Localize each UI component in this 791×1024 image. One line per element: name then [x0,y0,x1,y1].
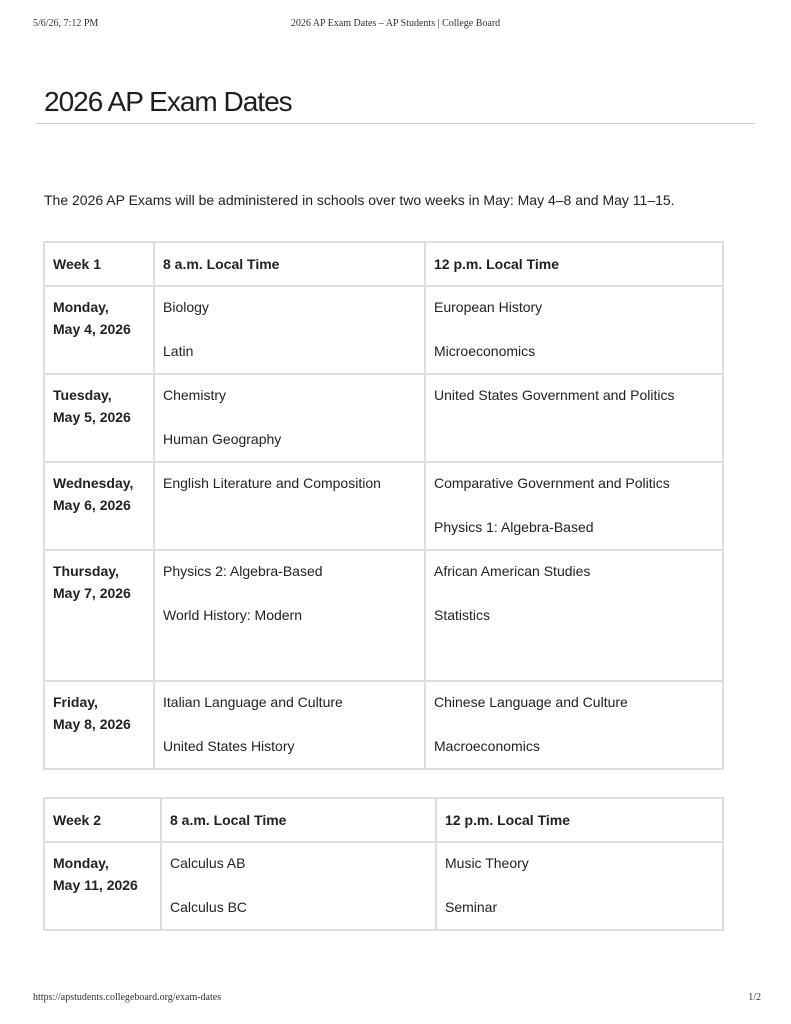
day-cell [44,842,161,930]
day-name: Monday, [53,855,109,871]
exam-name: Physics 1: Algebra-Based [434,519,594,535]
exam-name: Chemistry [163,387,227,403]
print-footer [0,992,791,1006]
print-url: https://apstudents.collegeboard.org/exam-dates [33,992,222,1003]
day-name: Thursday, [53,563,119,579]
table-row [44,681,723,769]
day-date: May 11, 2026 [53,877,138,893]
exam-name: Calculus AB [170,855,246,871]
day-name: Monday, [53,299,109,315]
pm-exams-cell [425,286,723,374]
exam-name: Latin [163,343,194,359]
column-header-8am: 8 a.m. Local Time [161,798,436,842]
pm-exams-cell [425,462,723,550]
exam-name: European History [434,299,543,315]
day-cell [44,462,154,550]
column-header-week: Week 2 [44,798,161,842]
exam-name: World History: Modern [163,607,303,623]
table-row [44,842,723,930]
day-cell [44,550,154,681]
table-row [44,550,723,681]
exam-name: Seminar [445,899,498,915]
table-row [44,462,723,550]
exam-name: Italian Language and Culture [163,694,343,710]
pm-exams-cell [425,374,723,462]
exam-name: Chinese Language and Culture [434,694,628,710]
am-exams-cell [154,374,425,462]
day-cell [44,681,154,769]
week1-schedule-table [43,241,724,770]
day-date: May 5, 2026 [53,409,131,425]
exam-name: Biology [163,299,209,315]
exam-name: Microeconomics [434,343,536,359]
print-datetime: 5/6/26, 7:12 PM [33,18,99,29]
am-exams-cell [161,842,436,930]
am-exams-cell [154,550,425,681]
week2-schedule-table [43,797,724,931]
column-header-8am: 8 a.m. Local Time [154,242,425,286]
column-header-12pm: 12 p.m. Local Time [425,242,723,286]
table-header-row [44,798,723,842]
am-exams-cell [154,681,425,769]
table-row [44,374,723,462]
intro-text: The 2026 AP Exams will be administered in schools over two weeks in May: May 4–8 and May 11–15. [44,192,675,208]
print-page-number: 1/2 [748,992,761,1003]
day-cell [44,286,154,374]
column-header-12pm: 12 p.m. Local Time [436,798,723,842]
day-name: Wednesday, [53,475,134,491]
pm-exams-cell [436,842,723,930]
day-name: Friday, [53,694,98,710]
exam-name: Calculus BC [170,899,248,915]
day-name: Tuesday, [53,387,112,403]
day-date: May 6, 2026 [53,497,131,513]
table-header-row [44,242,723,286]
exam-name: Physics 2: Algebra-Based [163,563,323,579]
day-date: May 7, 2026 [53,585,131,601]
exam-name: Statistics [434,607,491,623]
exam-name: Music Theory [445,855,529,871]
day-date: May 4, 2026 [53,321,131,337]
exam-name: African American Studies [434,563,591,579]
exam-name: United States Government and Politics [434,387,675,403]
exam-name: English Literature and Composition [163,475,381,491]
column-header-week: Week 1 [44,242,154,286]
pm-exams-cell [425,681,723,769]
title-divider [36,123,755,124]
print-header [0,18,791,32]
exam-name: Human Geography [163,431,282,447]
exam-name: Macroeconomics [434,738,540,754]
table-row [44,286,723,374]
exam-name: Comparative Government and Politics [434,475,670,491]
am-exams-cell [154,462,425,550]
pm-exams-cell [425,550,723,681]
am-exams-cell [154,286,425,374]
day-cell [44,374,154,462]
exam-name: United States History [163,738,295,754]
print-page-title: 2026 AP Exam Dates – AP Students | College Board [290,18,501,29]
day-date: May 8, 2026 [53,716,131,732]
page-title: 2026 AP Exam Dates [44,86,292,117]
